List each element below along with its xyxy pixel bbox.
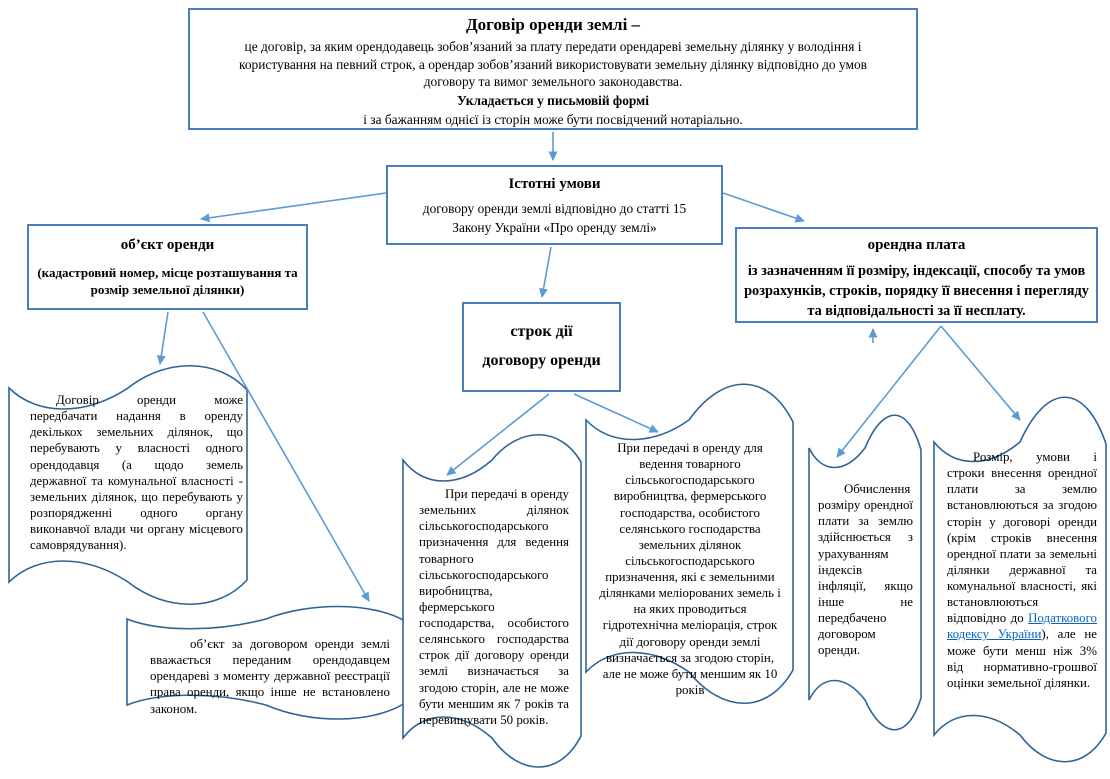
scroll-note-text: При передачі в оренду для ведення товарного сільськогосподарського виробництва, фермерського господарства, особистого селянського господарства земельних ділянок сільськогосподарського призначення, які є земельними ділянками меліорованих земель і на яких проводиться гідротехнічна меліорація, строк дії договору оренди землі визначається за згодою сторін, але не може бути меншим як 10 років — [599, 441, 781, 697]
scroll-note-rent-size-terms — [947, 449, 1097, 691]
scroll-note-text: При передачі в оренду земельних ділянок сільськогосподарського призначення для ведення товарного сільськогосподарського виробництва, фермерського господарства, особистого селянського господарства строк дії договору оренди землі визначається за згодою сторін, але не може бути меншим як 7 років та перевищувати 50 років. — [419, 487, 569, 727]
rent-payment-title: орендна плата — [867, 237, 966, 253]
scroll-note-rent-indexation — [818, 481, 913, 658]
definition-title: Договір оренди землі – — [465, 15, 641, 34]
lease-object-box — [27, 224, 308, 310]
arrow-essential-to-object — [201, 193, 386, 219]
essential-terms-title: Істотні умови — [508, 176, 601, 192]
lease-object-title: об’єкт оренди — [120, 237, 215, 253]
arrow-essential-to-term — [542, 247, 551, 297]
definition-body: це договір, за яким орендодавець зобов’язаний за плату передати орендареві земельну ділянку у володіння і користування на певний строк, а орендар зобов’язаний використовувати земельну ділянку відповідно до умов договору та вимог земельного законодавства. — [239, 39, 867, 90]
rent-payment-body: із зазначенням її розміру, індексації, способу та умов розрахунків, строків, порядку її внесення і перегляду та відповідальності за її несплату. — [744, 263, 1089, 320]
lease-term-line2: договору оренди — [482, 352, 601, 369]
scroll-note-text: об’єкт за договором оренди землі вважається переданим орендодавцем орендареві з моменту державної реєстрації права оренди, якщо інше не встановлено законом. — [150, 637, 390, 716]
scroll-note-text-after-link: ), але не може бути менш ніж 3% від нормативно-грошвої оцінки земельної ділянки. — [947, 627, 1097, 690]
lease-term-line1: строк дії — [510, 323, 573, 341]
essential-terms-body: договору оренди землі відповідно до статті 15 Закону України «Про оренду землі» — [422, 201, 687, 235]
scroll-note-text: Договір оренди може передбачати надання в оренду декількох земельних ділянок, що перебувають у власності одного орендодавця (а щодо земель державної та комунальної власності - земельних ділянок, що перебувають у розпорядженні одного органу виконавчої влади чи органу місцевого самоврядування). — [30, 393, 243, 553]
arrow-essential-to-rent — [723, 193, 804, 221]
arrow-rent-to-scroll6 — [941, 326, 1020, 420]
scroll-note-object-transfer — [150, 636, 390, 717]
scroll-note-multiple-parcels — [30, 392, 243, 553]
essential-terms-box — [386, 165, 723, 245]
definition-notary-line: і за бажанням однієї із сторін може бути посвідчений нотаріально. — [363, 112, 743, 128]
tax-code-link[interactable]: Податкового кодексу України — [947, 611, 1097, 642]
rent-payment-box — [735, 227, 1098, 323]
lease-object-subtitle: (кадастровий номер, місце розташування та розмір земельної ділянки) — [37, 265, 298, 297]
arrow-object-to-scroll1 — [160, 312, 168, 364]
definition-box — [188, 8, 918, 130]
scroll-note-term-7-50-years — [419, 486, 569, 728]
scroll-note-text: Обчислення розміру орендної плати за землю здійснюється з урахуванням індексів інфляції, якщо інше не передбачено договором оренди. — [818, 482, 913, 658]
scroll-note-term-10-years — [597, 440, 783, 698]
lease-term-box — [462, 302, 621, 392]
scroll-note-text — [947, 449, 1097, 691]
definition-form-line: Укладається у письмовій формі — [457, 93, 649, 109]
scroll-note-text-before-link: Розмір, умови і строки внесення орендної плати за землю встановлюються за згодою сторін у договорі оренди (крім строків внесення орендної плати за земельні ділянки державної та комунальної власності, які встановлюються відповідно до — [947, 450, 1097, 626]
